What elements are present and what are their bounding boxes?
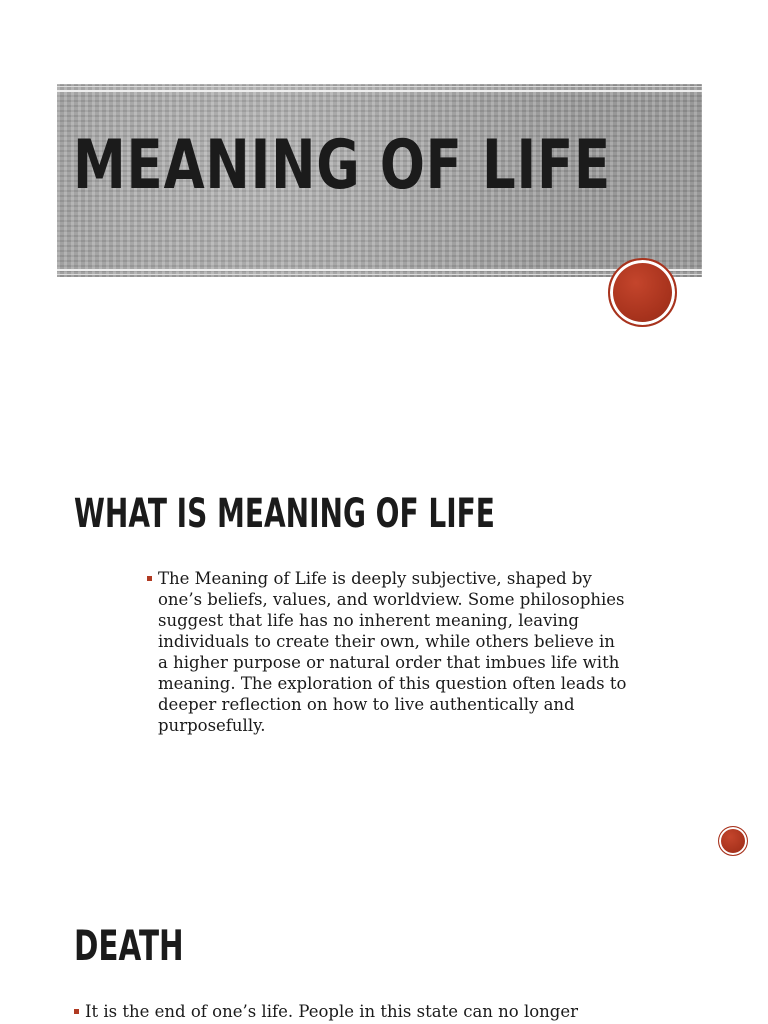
bullet-text: It is the end of one’s life. People in this state can no longer [85,1002,579,1021]
banner-stripe-top-thin [57,86,702,87]
bullet-list-what-is-meaning [158,568,628,736]
title-banner [57,84,702,277]
banner-stripe-bottom-thin [57,274,702,275]
bullet-list-death [85,1001,705,1022]
decorative-circle-small [718,826,748,856]
bullet-item [85,1001,705,1022]
bullet-text: The Meaning of Life is deeply subjective, shaped by one’s beliefs, values, and worldview. Some philosophies suggest that life has no inherent meaning, leaving individuals to create their own, while others believe in a higher purpose or natural order that imbues life with meaning. The exploration of this question often leads to deeper reflection on how to live authentically and purposefully. [158,569,627,735]
banner-stripe-top [57,90,702,92]
slide-title: MEANING OF LIFE [73,126,612,205]
section-heading-death: DEATH [74,921,184,970]
banner-stripe-bottom [57,269,702,271]
decorative-circle-large [608,258,677,327]
square-bullet-icon [74,1009,79,1014]
section-heading-what-is-meaning: WHAT IS MEANING OF LIFE [74,491,495,537]
bullet-item [158,568,628,736]
square-bullet-icon [147,576,152,581]
